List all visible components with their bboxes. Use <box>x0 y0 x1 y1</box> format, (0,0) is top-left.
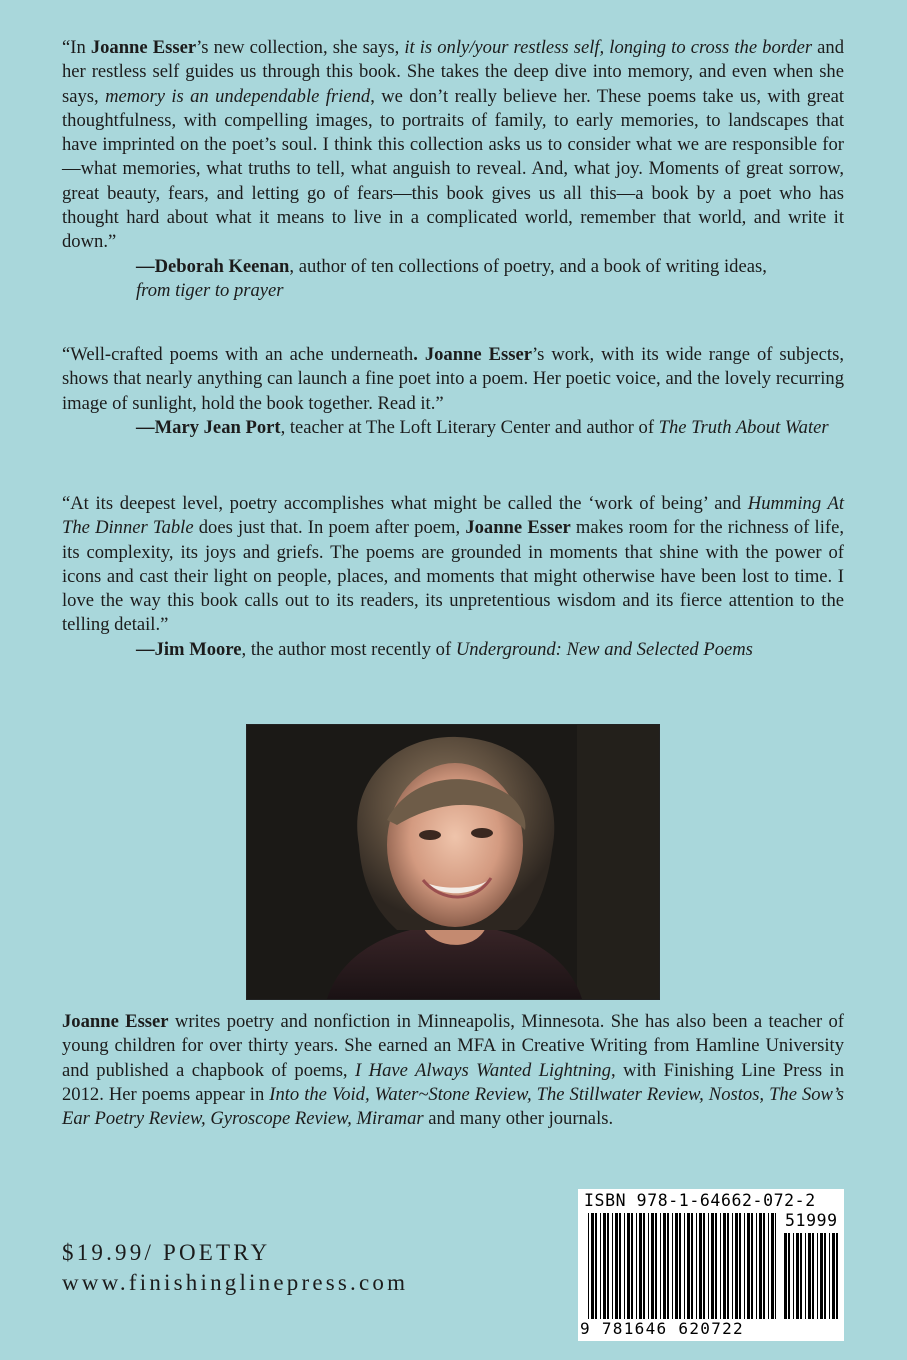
barcode-bar <box>684 1213 685 1319</box>
blurb-moore-text: “At its deepest level, poetry accomplishes what might be called the ‘work of being’ and Humming At The Dinner Table does just that. In poem after poem, Joanne Esser makes room for the richness of life, its complexity, its joys and griefs. The poems are grounded in moments that shine with the power of icons and cast their light on people, places, and moments that might otherwise have been lost to time. I love the way this book calls out to its readers, its unpretentious wisdom and its fierce attention to the telling detail.” <box>62 493 844 636</box>
author-name: Joanne Esser <box>465 517 571 539</box>
barcode-bar <box>784 1233 787 1319</box>
author-photo <box>246 724 660 1000</box>
barcode-bar <box>808 1233 811 1319</box>
barcode-bar <box>711 1213 714 1319</box>
reviewer-book-title: Underground: New and Selected Poems <box>455 638 753 660</box>
barcode-bar <box>667 1213 669 1319</box>
blurb-moore-attribution: —Jim Moore, the author most recently of Underground: New and Selected Poems <box>136 638 753 660</box>
barcode-bar <box>636 1213 637 1319</box>
barcode-bar <box>820 1233 823 1319</box>
barcode-bar <box>747 1213 750 1319</box>
reviewer-name: —Deborah Keenan <box>136 255 290 277</box>
blurb-keenan <box>62 36 844 303</box>
barcode-bar <box>739 1213 741 1319</box>
barcode-bar <box>788 1233 790 1319</box>
barcode-bar <box>715 1213 717 1319</box>
barcode-bar <box>615 1213 618 1319</box>
barcode-bar <box>805 1233 806 1319</box>
barcode-bar <box>832 1233 835 1319</box>
blurb-keenan-attribution: —Deborah Keenan, author of ten collections of poetry, and a book of writing ideas, from tiger to prayer <box>136 255 767 301</box>
author-name: Joanne Esser <box>417 344 532 365</box>
barcode-bar <box>817 1233 818 1319</box>
blurb-port <box>62 343 844 440</box>
isbn-label: ISBN 978-1-64662-072-2 <box>584 1191 816 1210</box>
reviewer-book-title: from tiger to prayer <box>136 279 284 301</box>
author-bio: Joanne Esser writes poetry and nonfiction in Minneapolis, Minnesota. She has also been a teacher of young children for over thirty years. She earned an MFA in Creative Writing from Hamline University and published a chapbook of poems, I Have Always Wanted Lightning, with Finishing Line Press in 2012. Her poems appear in Into the Void, Water~Stone Review, The Stillwater Review, Nostos, The Sow’s Ear Poetry Review, Gyroscope Review, Miramar and many other journals. <box>62 1011 844 1130</box>
barcode-bar <box>643 1213 645 1319</box>
barcode-bar <box>672 1213 673 1319</box>
author-portrait-illustration <box>247 725 659 999</box>
barcode-bar <box>763 1213 765 1319</box>
author-name: Joanne Esser <box>90 37 197 58</box>
bio-author-name: Joanne Esser <box>62 1011 169 1032</box>
reviewer-name: —Jim Moore <box>136 638 242 660</box>
barcode-bar <box>651 1213 654 1319</box>
isbn-barcode <box>578 1189 844 1341</box>
blurb-port-text: “Well-crafted poems with an ache underneath. Joanne Esser’s work, with its wide range of subjects, shows that nearly anything can launch a fine poet into a poem. Her poetic voice, and the lovely recurring image of sunlight, hold the book together. Read it.” <box>62 344 844 414</box>
reviewer-name: —Mary Jean Port <box>136 416 281 438</box>
barcode-bar <box>624 1213 625 1319</box>
barcode-bar <box>751 1213 753 1319</box>
price-category: $19.99/ POETRY <box>62 1240 271 1265</box>
barcode-bar <box>675 1213 678 1319</box>
barcode-bar <box>796 1233 799 1319</box>
journal-list: Into the Void, Water~Stone Review, The Stillwater Review, Nostos, The Sow’s Ear Poetry Review, Gyroscope Review, Miramar <box>62 1083 844 1130</box>
barcode-bar <box>836 1233 838 1319</box>
barcode-bar <box>600 1213 601 1319</box>
barcode-bar <box>720 1213 721 1319</box>
blurb-keenan-text: “In Joanne Esser’s new collection, she says, it is only/your restless self, longing to cross the border and her restless self guides us through this book. She takes the deep dive into memory, and even when she says, memory is an undependable friend, we don’t really believe her. These poems take us, with great thoughtfulness, with compelling images, to portraits of family, to early memories, to landscapes that have imprinted on the poet’s soul. I think this collection asks us to consider what we are responsible for—what memories, what truths to tell, what anguish to reveal. And, what joy. Moments of great sorrow, great beauty, fears, and letting go of fears—this book gives us all this—a book by a poet who has thought hard about what it means to live in a complicated world, remember that world, and write it down.” <box>62 37 845 253</box>
barcode-bar <box>829 1233 830 1319</box>
barcode-bar <box>824 1233 826 1319</box>
barcode-bar <box>699 1213 702 1319</box>
barcode-bar <box>639 1213 642 1319</box>
barcode-bar <box>687 1213 690 1319</box>
barcode-bar <box>812 1233 814 1319</box>
barcode-bar <box>595 1213 597 1319</box>
barcode-bar <box>768 1213 769 1319</box>
barcode-bar <box>691 1213 693 1319</box>
quote-excerpt: it is only/your restless self, longing to cross the border <box>404 37 813 58</box>
barcode-bar <box>631 1213 633 1319</box>
barcode-bar <box>696 1213 697 1319</box>
barcode-bar <box>603 1213 606 1319</box>
blurb-moore <box>62 492 844 662</box>
chapbook-title: I Have Always Wanted Lightning <box>355 1059 612 1081</box>
barcode-bar <box>727 1213 729 1319</box>
barcode-bar <box>612 1213 613 1319</box>
reviewer-book-title: The Truth About Water <box>658 416 829 438</box>
price-code-label: 51999 <box>785 1211 838 1230</box>
barcode-bar <box>660 1213 661 1319</box>
barcode-bar <box>655 1213 657 1319</box>
book-title: Humming At The Dinner Table <box>62 493 844 539</box>
blurb-port-attribution: —Mary Jean Port, teacher at The Loft Literary Center and author of The Truth About Water <box>136 416 829 438</box>
barcode-bar <box>759 1213 762 1319</box>
barcode-bar <box>756 1213 757 1319</box>
barcode-bar <box>619 1213 621 1319</box>
barcode-bar <box>607 1213 609 1319</box>
publisher-url: www.finishinglinepress.com <box>62 1270 409 1295</box>
barcode-bar <box>648 1213 649 1319</box>
barcode-bar <box>735 1213 738 1319</box>
barcode-bar <box>591 1213 594 1319</box>
quote-excerpt: memory is an undependable friend <box>105 85 371 107</box>
barcode-bar <box>679 1213 681 1319</box>
barcode-bar <box>732 1213 733 1319</box>
barcode-bar <box>663 1213 666 1319</box>
barcode-bar <box>703 1213 705 1319</box>
barcode-bar <box>771 1213 774 1319</box>
barcode-bar <box>800 1233 802 1319</box>
barcode-bar <box>744 1213 745 1319</box>
barcode-bar <box>775 1213 776 1319</box>
barcode-bar <box>708 1213 709 1319</box>
barcode-bar <box>793 1233 794 1319</box>
barcode-bar <box>627 1213 630 1319</box>
barcode-bar <box>723 1213 726 1319</box>
ean-digits: 9 781646 620722 <box>580 1319 744 1338</box>
barcode-bar <box>588 1213 589 1319</box>
